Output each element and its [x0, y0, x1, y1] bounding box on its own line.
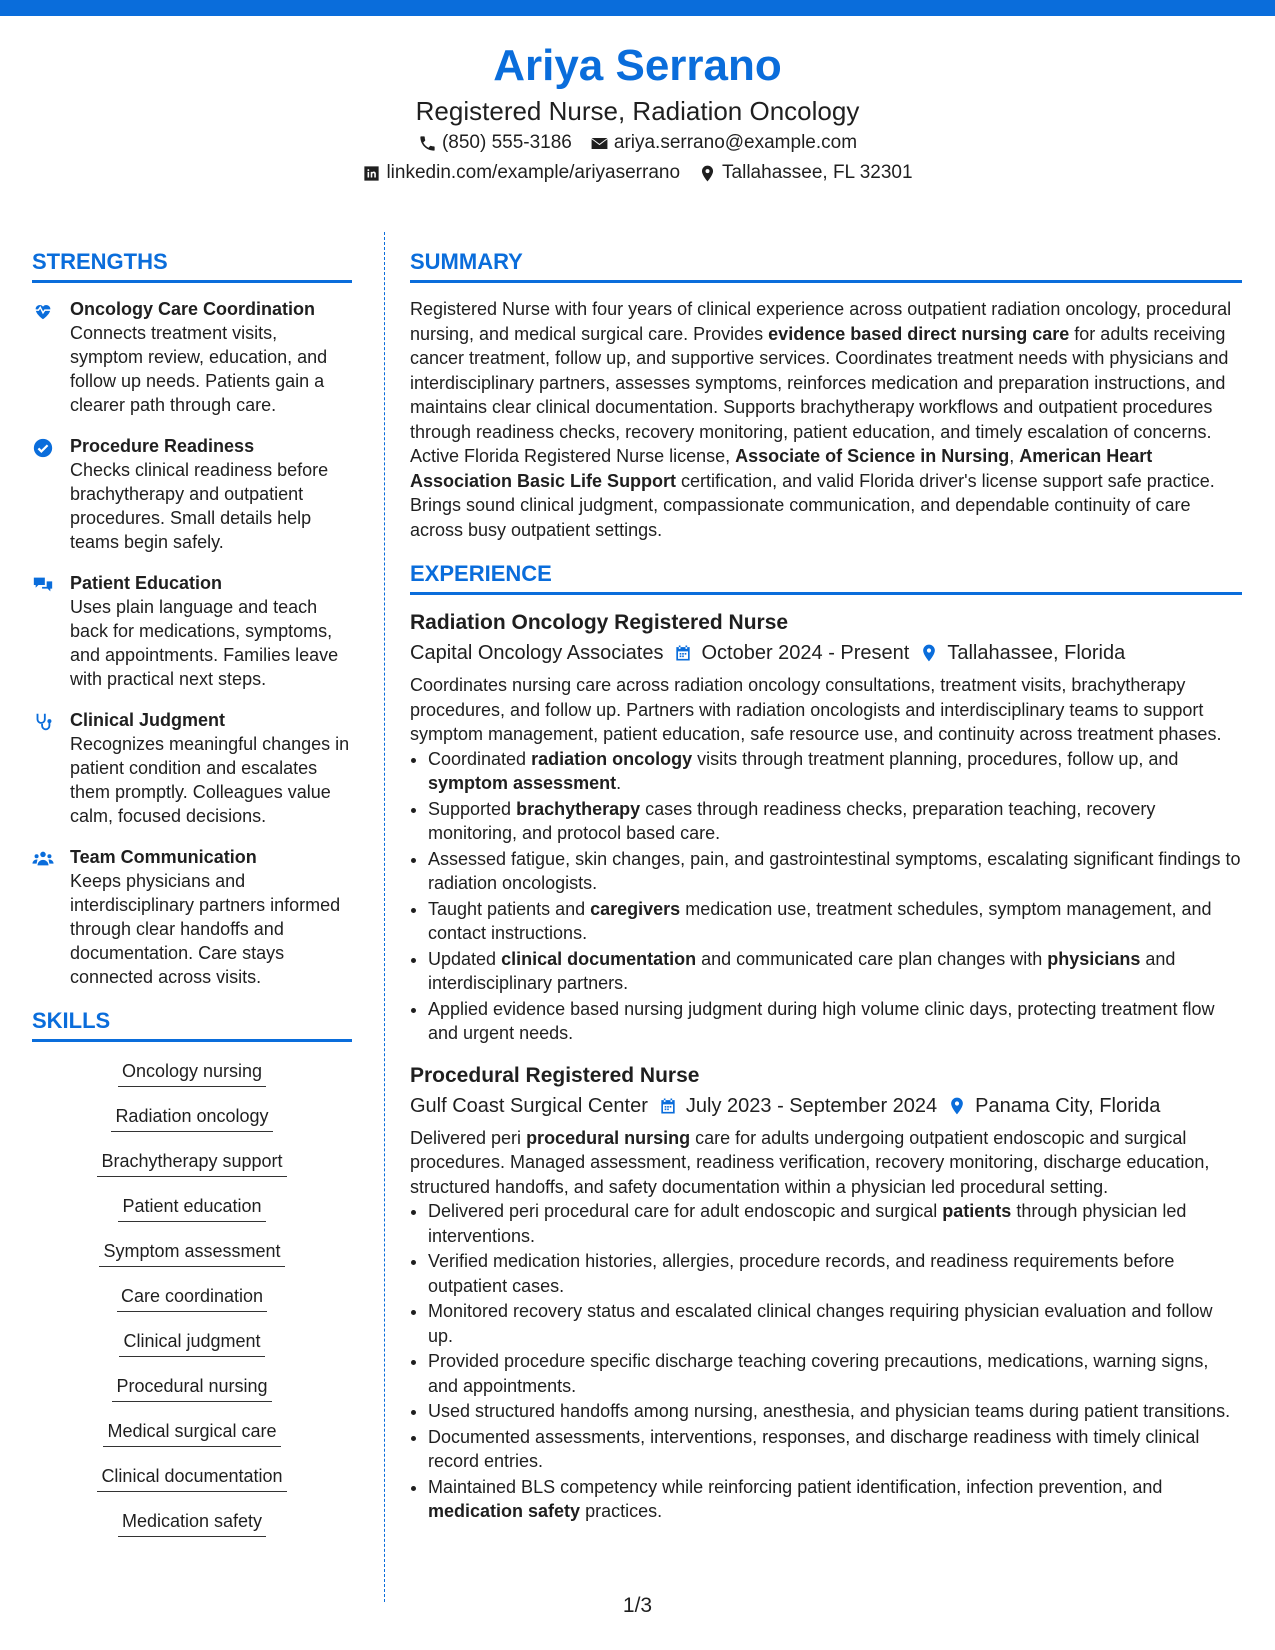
- text-run: cases through readiness checks, preparation teaching, recovery monitoring, and protocol based care.: [428, 798, 1156, 843]
- job-bullet: [428, 997, 1242, 1046]
- skills-list: [32, 1056, 352, 1553]
- text-run: Applied evidence based nursing judgment during high volume clinic days, protecting treatment flow and urgent needs.: [428, 998, 1215, 1043]
- skill-row: [32, 1418, 352, 1463]
- text-run: Provided procedure specific discharge teaching covering precautions, medications, warning signs, and appointments.: [428, 1351, 1209, 1396]
- page-number: 1/3: [622, 1594, 653, 1617]
- candidate-role: Registered Nurse, Radiation Oncology: [415, 96, 860, 126]
- text-run: Verified medication histories, allergies, procedure records, and readiness requirements before outpatient cases.: [428, 1251, 1175, 1296]
- job-bullet: [428, 1249, 1242, 1298]
- linkedin-text: linkedin.com/example/ariyaserrano: [386, 162, 681, 183]
- resume-header: [0, 40, 1275, 188]
- skill-row: [32, 1328, 352, 1373]
- strength-icon-wrap: [32, 845, 58, 989]
- text-run: practices.: [580, 1501, 663, 1521]
- phone-text: (850) 555-3186: [441, 132, 572, 153]
- job-company: Capital Oncology Associates: [410, 642, 664, 664]
- job-dates-text: July 2023 - September 2024: [685, 1094, 938, 1117]
- calendar-icon: [673, 643, 693, 663]
- stethoscope-icon: [32, 711, 54, 733]
- strength-icon-wrap: [32, 571, 58, 691]
- envelope-icon: [590, 134, 609, 153]
- skill-tag: Patient education: [118, 1193, 265, 1222]
- strength-body: [70, 571, 352, 691]
- skill-tag: Medication safety: [118, 1508, 266, 1537]
- bold-phrase: procedural nursing: [526, 1127, 691, 1148]
- skill-tag: Care coordination: [117, 1283, 267, 1312]
- skill-row: [32, 1058, 352, 1103]
- job-entry: [410, 1062, 1242, 1524]
- text-run: Monitored recovery status and escalated clinical changes requiring physician evaluation and follow up.: [428, 1301, 1213, 1346]
- job-location: [919, 637, 1125, 669]
- text-run: certification, and valid Florida driver's license support safe practice. Brings sound clinical judgment, compassionate communication, and dependable continuity of care across busy outpatient settings.: [410, 470, 1215, 540]
- right-column: [410, 248, 1242, 1540]
- text-run: .: [616, 773, 622, 793]
- skill-row: [32, 1463, 352, 1508]
- experience-heading: EXPERIENCE: [410, 560, 1242, 595]
- strength-item: [32, 297, 352, 417]
- calendar-icon: [658, 1096, 678, 1116]
- strength-item: [32, 571, 352, 691]
- job-bullet: [428, 847, 1242, 896]
- job-bullet: [428, 947, 1242, 996]
- text-run: Taught patients and: [428, 898, 591, 919]
- strengths-list: [32, 297, 352, 989]
- text-run: Maintained BLS competency while reinforcing patient identification, infection prevention, and: [428, 1476, 1163, 1497]
- strength-item: [32, 434, 352, 554]
- job-bullet: [428, 1199, 1242, 1248]
- job-meta: [410, 1090, 1242, 1122]
- job-location-text: Tallahassee, Florida: [947, 642, 1126, 664]
- job-meta: [410, 637, 1242, 669]
- job-title: Radiation Oncology Registered Nurse: [410, 611, 789, 634]
- strength-icon-wrap: [32, 297, 58, 417]
- job-bullet: [428, 1475, 1242, 1524]
- strength-item: [32, 845, 352, 989]
- strength-item: [32, 708, 352, 828]
- job-bullet: [428, 1299, 1242, 1348]
- phone-icon: [418, 134, 437, 153]
- job-dates-text: October 2024 - Present: [701, 642, 910, 664]
- text-run: Delivered peri procedural care for adult endoscopic and surgical: [428, 1201, 943, 1221]
- strength-body: [70, 845, 352, 989]
- job-location: [947, 1090, 1160, 1122]
- skill-row: [32, 1508, 352, 1553]
- text-run: care for adults undergoing outpatient endoscopic and surgical procedures. Managed assessment, readiness verification, recovery monitoring, discharge education, structured handoffs, and safety documentation within a physician led procedural setting.: [410, 1127, 1210, 1197]
- top-accent-bar: [0, 0, 1275, 16]
- job-bullet: [428, 747, 1242, 796]
- skill-tag: Symptom assessment: [99, 1238, 284, 1267]
- strength-title: Patient Education: [70, 573, 223, 593]
- bold-phrase: medication safety: [428, 1501, 581, 1521]
- linkedin-item[interactable]: [362, 158, 680, 188]
- text-run: visits through treatment planning, procedures, follow up, and: [692, 748, 1179, 769]
- strength-body: [70, 434, 352, 554]
- job-description: [410, 673, 1242, 747]
- skill-tag: Medical surgical care: [103, 1418, 280, 1447]
- email-text: ariya.serrano@example.com: [613, 132, 858, 153]
- skill-row: [32, 1103, 352, 1148]
- job-bullet: [428, 897, 1242, 946]
- map-pin-icon: [947, 1096, 967, 1116]
- text-run: and communicated care plan changes with: [696, 948, 1048, 969]
- phone-item[interactable]: [418, 128, 572, 158]
- heart-pulse-icon: [32, 300, 54, 322]
- job-bullet: [428, 1349, 1242, 1398]
- text-run: Delivered peri: [410, 1127, 527, 1148]
- strength-body: [70, 297, 352, 417]
- strength-description: Keeps physicians and interdisciplinary partners informed through clear handoffs and documentation. Care stays connected across visits.: [70, 871, 341, 987]
- strength-title: Oncology Care Coordination: [70, 299, 316, 319]
- location-text: Tallahassee, FL 32301: [722, 162, 913, 183]
- text-run: Assessed fatigue, skin changes, pain, and gastrointestinal symptoms, escalating significant findings to radiation oncologists.: [428, 848, 1241, 893]
- bold-phrase: evidence based direct nursing care: [768, 323, 1070, 344]
- left-column: [32, 248, 352, 1553]
- bold-phrase: brachytherapy: [516, 798, 641, 819]
- strength-title: Procedure Readiness: [70, 436, 255, 456]
- strength-description: Checks clinical readiness before brachytherapy and outpatient procedures. Small details help teams begin safely.: [70, 460, 329, 552]
- summary-text: [410, 297, 1242, 542]
- job-entry: [410, 609, 1242, 1046]
- candidate-name: Ariya Serrano: [493, 41, 782, 90]
- chat-bubbles-icon: [32, 574, 54, 596]
- strength-description: Connects treatment visits, symptom review, education, and follow up needs. Patients gain a clearer path through care.: [70, 323, 328, 415]
- text-run: ,: [1009, 446, 1020, 466]
- text-run: Registered Nurse with four years of clinical experience across outpatient radiation oncology, procedural nursing, and medical surgical care. Provides: [410, 299, 1232, 344]
- job-bullets: [410, 747, 1242, 1046]
- text-run: for adults receiving cancer treatment, follow up, and supportive services. Coordinates treatment needs with physicians and interdisciplinary partners, assesses symptoms, reinforces medication and preparation instructions, and maintains clear clinical documentation. Supports brachytherapy workflows and outpatient procedures through readiness checks, recovery monitoring, patient education, and timely escalation of concerns. Active Florida Registered Nurse license,: [410, 323, 1229, 466]
- text-run: medication use, treatment schedules, symptom management, and contact instructions.: [428, 898, 1212, 943]
- column-divider: [384, 232, 385, 1602]
- bold-phrase: Associate of Science in Nursing: [735, 446, 1010, 466]
- strength-icon-wrap: [32, 434, 58, 554]
- bold-phrase: symptom assessment: [428, 773, 617, 793]
- contact-row-1: [0, 128, 1275, 158]
- text-run: Coordinated: [428, 748, 532, 769]
- strength-title: Clinical Judgment: [70, 710, 226, 730]
- strength-body: [70, 708, 352, 828]
- location-item: [698, 158, 912, 188]
- strength-icon-wrap: [32, 708, 58, 828]
- job-dates: [658, 1090, 937, 1122]
- bold-phrase: patients: [942, 1201, 1012, 1221]
- email-item[interactable]: [590, 128, 857, 158]
- skill-row: [32, 1238, 352, 1283]
- bold-phrase: physicians: [1047, 948, 1141, 969]
- text-run: Supported: [428, 798, 517, 819]
- bold-phrase: caregivers: [590, 898, 681, 919]
- users-icon: [32, 848, 54, 870]
- skill-tag: Procedural nursing: [112, 1373, 271, 1402]
- text-run: Coordinates nursing care across radiation oncology consultations, treatment visits, brachytherapy procedures, and follow up. Partners with radiation oncologists and interdisciplinary teams to support symptom management, patient education, safe resource use, and continuity across treatment phases.: [410, 675, 1222, 744]
- contact-row-2: [0, 158, 1275, 188]
- skills-heading: SKILLS: [32, 1007, 352, 1042]
- strength-title: Team Communication: [70, 847, 257, 867]
- job-bullet: [428, 797, 1242, 846]
- skill-row: [32, 1283, 352, 1328]
- map-pin-icon: [698, 164, 717, 183]
- job-description: [410, 1126, 1242, 1200]
- summary-heading: SUMMARY: [410, 248, 1242, 283]
- skill-row: [32, 1373, 352, 1418]
- job-bullet: [428, 1425, 1242, 1474]
- skill-row: [32, 1148, 352, 1193]
- job-dates: [673, 637, 909, 669]
- skill-tag: Clinical documentation: [97, 1463, 286, 1492]
- experience-list: [410, 609, 1242, 1524]
- skill-row: [32, 1193, 352, 1238]
- skill-tag: Oncology nursing: [118, 1058, 266, 1087]
- text-run: Updated: [428, 948, 502, 969]
- text-run: and interdisciplinary partners.: [428, 948, 1176, 993]
- check-circle-icon: [32, 437, 54, 459]
- skill-tag: Clinical judgment: [119, 1328, 264, 1357]
- linkedin-icon: [362, 164, 381, 183]
- strength-description: Uses plain language and teach back for medications, symptoms, and appointments. Families leave with practical next steps.: [70, 597, 339, 689]
- bold-phrase: American Heart Association Basic Life Support: [410, 446, 1153, 491]
- bold-phrase: radiation oncology: [531, 748, 693, 769]
- bold-phrase: clinical documentation: [501, 948, 697, 969]
- job-location-text: Panama City, Florida: [975, 1094, 1161, 1117]
- job-bullets: [410, 1199, 1242, 1524]
- job-bullet: [428, 1399, 1242, 1424]
- job-company: Gulf Coast Surgical Center: [410, 1094, 648, 1117]
- strength-description: Recognizes meaningful changes in patient condition and escalates them promptly. Colleagues value calm, focused decisions.: [70, 734, 350, 826]
- text-run: through physician led interventions.: [428, 1201, 1187, 1246]
- text-run: Used structured handoffs among nursing, anesthesia, and physician teams during patient transitions.: [428, 1401, 1231, 1421]
- skill-tag: Brachytherapy support: [97, 1148, 286, 1177]
- text-run: Documented assessments, interventions, responses, and discharge readiness with timely clinical record entries.: [428, 1426, 1200, 1471]
- strengths-heading: STRENGTHS: [32, 248, 352, 283]
- skill-tag: Radiation oncology: [111, 1103, 272, 1132]
- map-pin-icon: [919, 643, 939, 663]
- job-title: Procedural Registered Nurse: [410, 1063, 700, 1087]
